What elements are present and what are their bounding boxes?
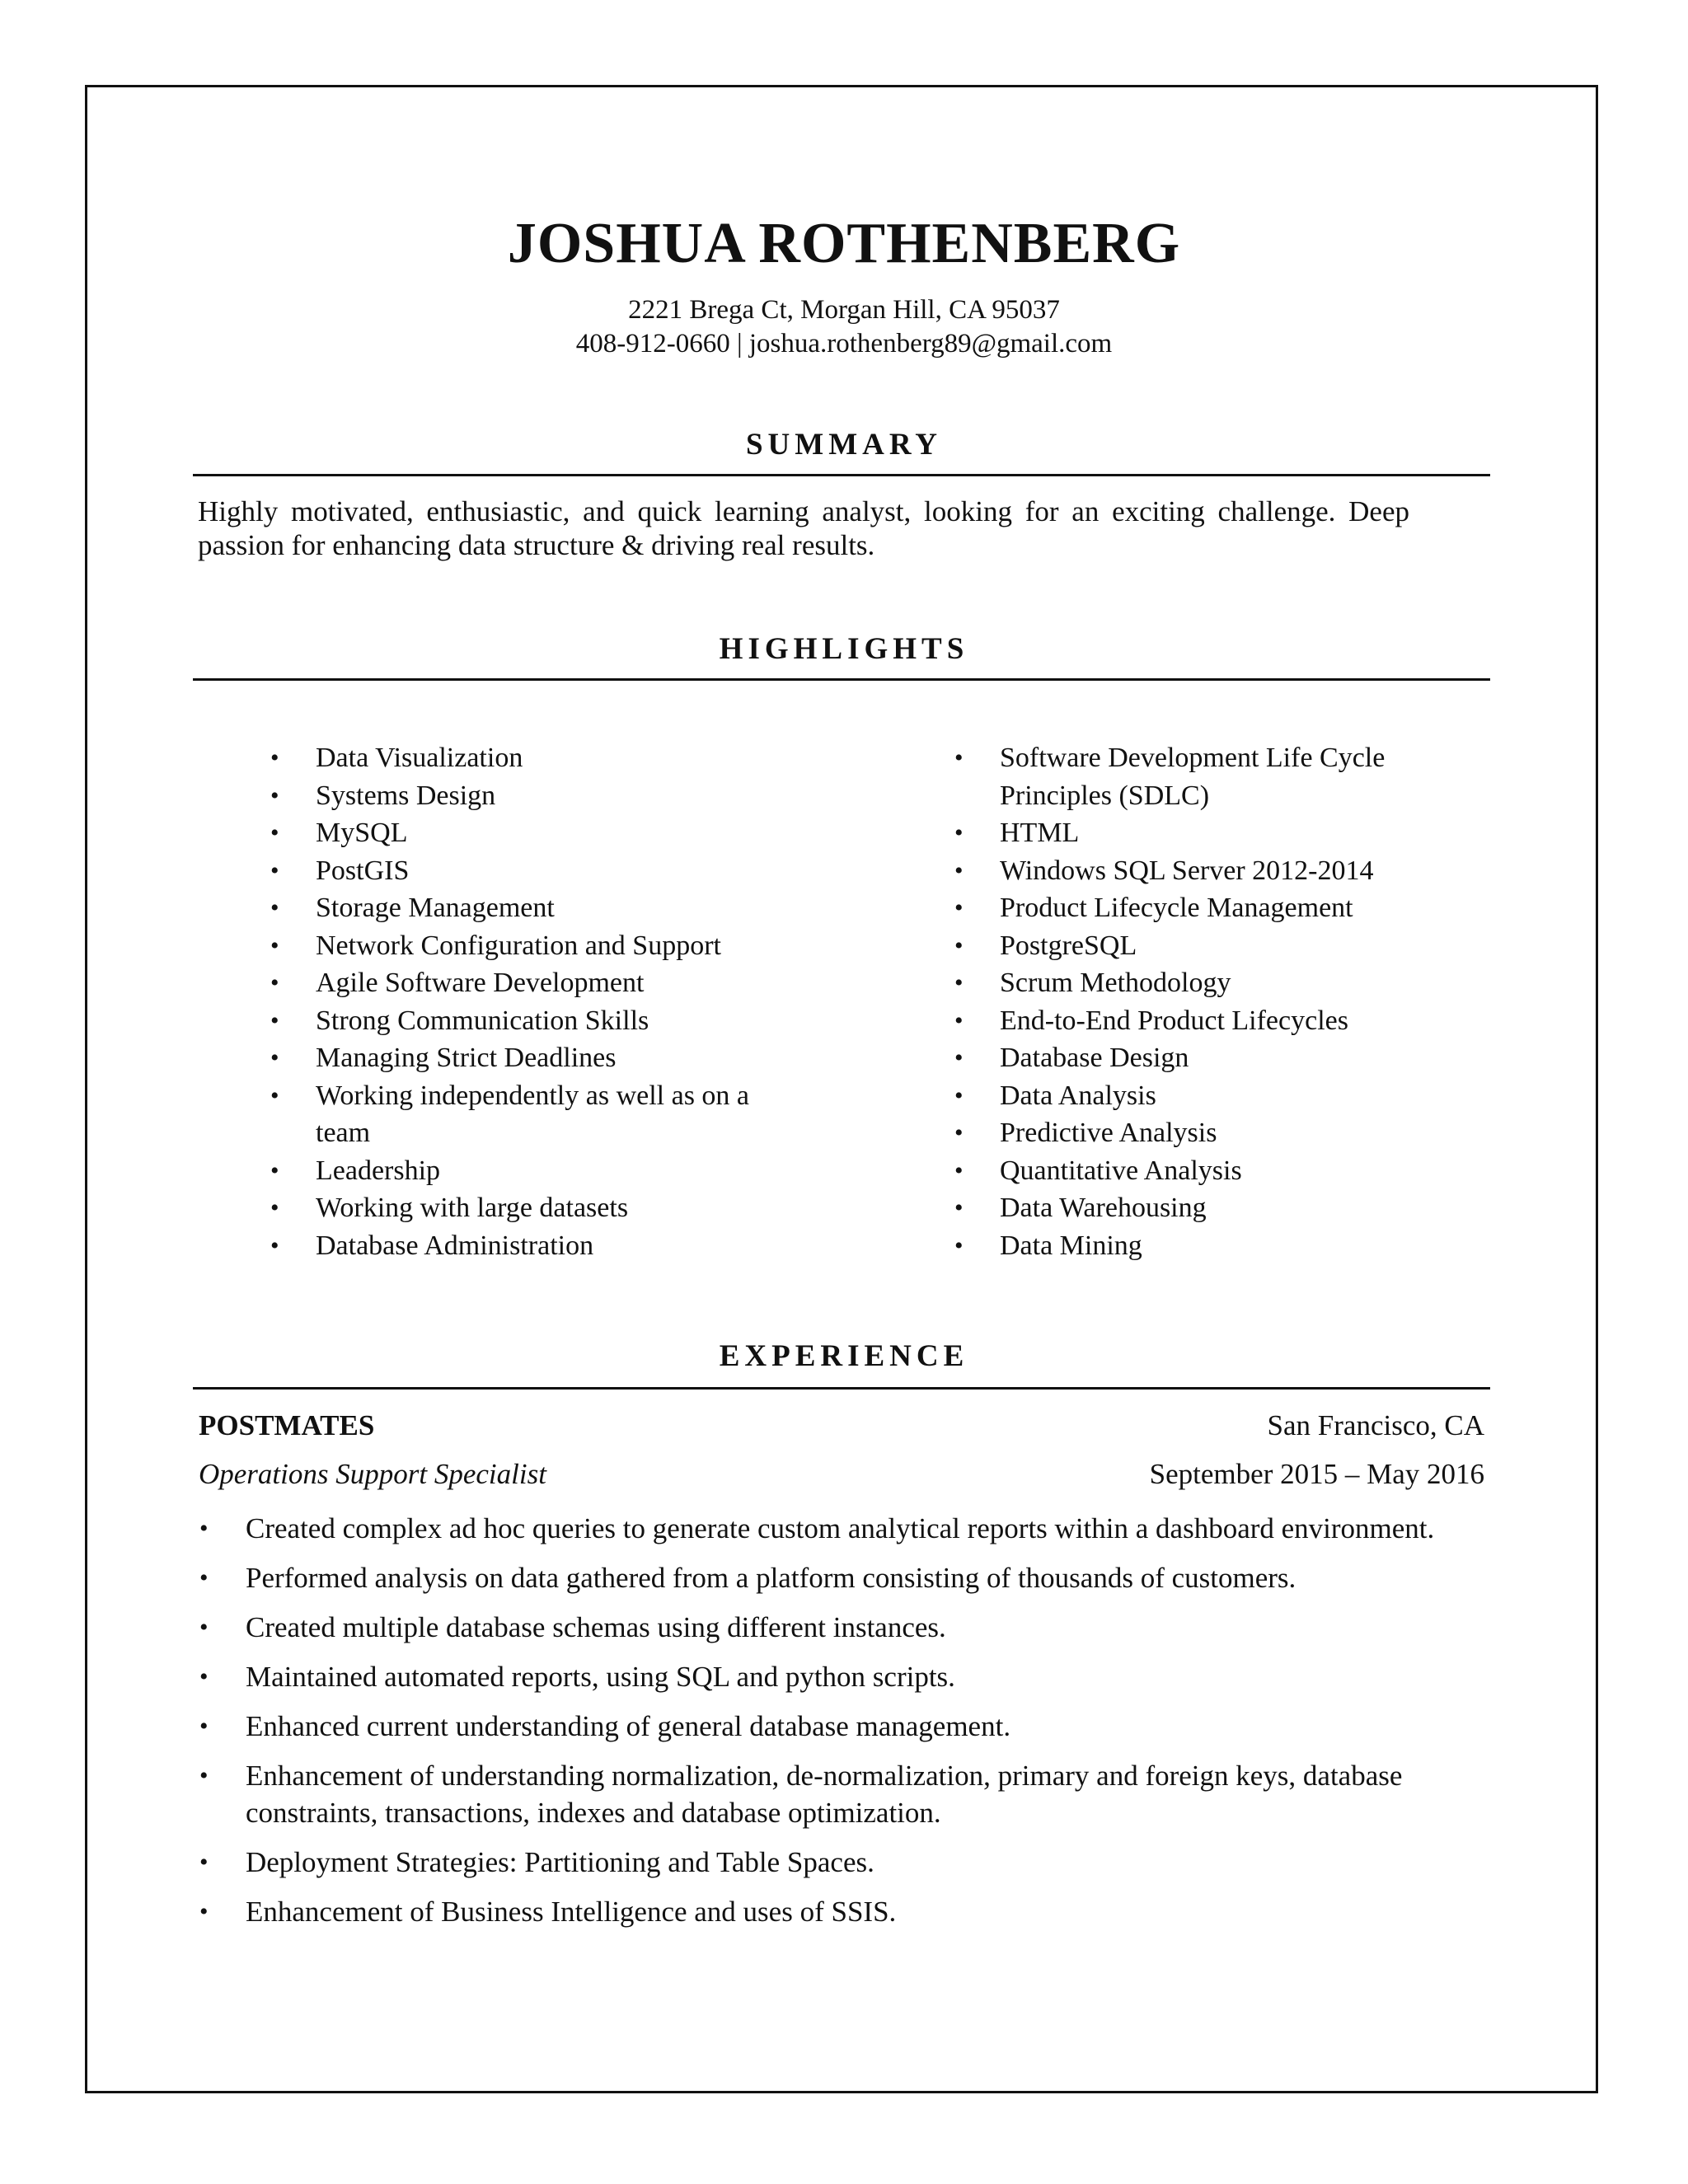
contact-phone-email: 408-912-0660 | joshua.rothenberg89@gmail.com bbox=[575, 329, 1113, 359]
list-item: • Product Lifecycle Management bbox=[1000, 889, 1437, 927]
experience-rule bbox=[193, 1387, 1490, 1390]
bullet-icon: • bbox=[954, 819, 964, 846]
bullet-icon: • bbox=[270, 1156, 279, 1184]
list-item: • Quantitative Analysis bbox=[1000, 1152, 1437, 1190]
list-item: • HTML bbox=[1000, 814, 1437, 852]
list-item: • Enhancement of Business Intelligence and uses of SSIS. bbox=[246, 1893, 1482, 1930]
bullet-icon: • bbox=[270, 1231, 279, 1259]
company-name: POSTMATES bbox=[199, 1409, 375, 1441]
bullet-icon: • bbox=[954, 744, 964, 771]
bullet-icon: • bbox=[954, 1006, 964, 1034]
bullet-icon: • bbox=[954, 1119, 964, 1146]
bullet-icon: • bbox=[270, 856, 279, 884]
bullet-icon: • bbox=[954, 856, 964, 884]
list-item: • Created multiple database schemas using different instances. bbox=[246, 1609, 1482, 1646]
bullet-icon: • bbox=[199, 1713, 209, 1740]
candidate-name: JOSHUA ROTHENBERG bbox=[507, 212, 1181, 275]
bullet-icon: • bbox=[199, 1663, 209, 1690]
list-item: • Managing Strict Deadlines bbox=[316, 1039, 777, 1077]
list-item: • End-to-End Product Lifecycles bbox=[1000, 1002, 1437, 1040]
list-item: • Systems Design bbox=[316, 777, 777, 815]
contact-address: 2221 Brega Ct, Morgan Hill, CA 95037 bbox=[628, 295, 1060, 325]
bullet-icon: • bbox=[270, 781, 279, 809]
bullet-icon: • bbox=[199, 1614, 209, 1641]
list-item: • Created complex ad hoc queries to generate custom analytical reports within a dashboard environment. bbox=[246, 1510, 1482, 1547]
bullet-icon: • bbox=[270, 1081, 279, 1109]
bullet-icon: • bbox=[270, 931, 279, 959]
summary-rule bbox=[193, 474, 1490, 476]
list-item: • Working independently as well as on a team bbox=[316, 1077, 777, 1152]
bullet-icon: • bbox=[270, 744, 279, 771]
list-item: • Enhancement of understanding normalization, de-normalization, primary and foreign keys, database constraints, transactions, indexes and database optimization. bbox=[246, 1757, 1482, 1831]
list-item: • Database Administration bbox=[316, 1227, 777, 1265]
bullet-icon: • bbox=[270, 969, 279, 996]
bullet-icon: • bbox=[954, 894, 964, 921]
list-item: • Database Design bbox=[1000, 1039, 1437, 1077]
list-item: • Working with large datasets bbox=[316, 1189, 777, 1227]
job-dates: September 2015 – May 2016 bbox=[1149, 1458, 1484, 1490]
job-location: San Francisco, CA bbox=[1267, 1409, 1484, 1441]
bullet-icon: • bbox=[270, 1006, 279, 1034]
highlights-heading: HIGHLIGHTS bbox=[719, 632, 969, 666]
highlights-rule bbox=[193, 678, 1490, 681]
list-item: • Network Configuration and Support bbox=[316, 927, 777, 965]
list-item: • Windows SQL Server 2012-2014 bbox=[1000, 852, 1437, 890]
bullet-icon: • bbox=[270, 1194, 279, 1221]
bullet-icon: • bbox=[954, 1194, 964, 1221]
bullet-icon: • bbox=[199, 1849, 209, 1876]
list-item: • Strong Communication Skills bbox=[316, 1002, 777, 1040]
bullet-icon: • bbox=[954, 1081, 964, 1109]
list-item: • Maintained automated reports, using SQL and python scripts. bbox=[246, 1658, 1482, 1695]
bullet-icon: • bbox=[954, 931, 964, 959]
bullet-icon: • bbox=[954, 1156, 964, 1184]
list-item: • Scrum Methodology bbox=[1000, 964, 1437, 1002]
highlights-right-list bbox=[954, 739, 1437, 1264]
summary-text: Highly motivated, enthusiastic, and quick learning analyst, looking for an exciting challenge. Deep passion for enhancing data structure & driving real results. bbox=[198, 495, 1409, 561]
list-item: • Data Mining bbox=[1000, 1227, 1437, 1265]
list-item: • MySQL bbox=[316, 814, 777, 852]
bullet-icon: • bbox=[270, 1044, 279, 1071]
bullet-icon: • bbox=[199, 1898, 209, 1925]
list-item: • Storage Management bbox=[316, 889, 777, 927]
list-item: • Data Warehousing bbox=[1000, 1189, 1437, 1227]
bullet-icon: • bbox=[954, 969, 964, 996]
summary-heading: SUMMARY bbox=[745, 428, 942, 462]
bullet-icon: • bbox=[954, 1231, 964, 1259]
bullet-icon: • bbox=[199, 1515, 209, 1542]
list-item: • Performed analysis on data gathered from a platform consisting of thousands of customers. bbox=[246, 1559, 1482, 1596]
list-item: • Agile Software Development bbox=[316, 964, 777, 1002]
list-item: • Data Analysis bbox=[1000, 1077, 1437, 1115]
bullet-icon: • bbox=[199, 1564, 209, 1591]
list-item: • Predictive Analysis bbox=[1000, 1114, 1437, 1152]
highlights-left-list bbox=[270, 739, 777, 1264]
bullet-icon: • bbox=[199, 1762, 209, 1789]
job-title: Operations Support Specialist bbox=[199, 1458, 546, 1490]
experience-heading: EXPERIENCE bbox=[719, 1339, 969, 1373]
list-item: • PostgreSQL bbox=[1000, 927, 1437, 965]
list-item: • Enhanced current understanding of general database management. bbox=[246, 1708, 1482, 1745]
list-item: • Data Visualization bbox=[316, 739, 777, 777]
list-item: • Software Development Life Cycle Principles (SDLC) bbox=[1000, 739, 1437, 814]
bullet-icon: • bbox=[954, 1044, 964, 1071]
bullet-icon: • bbox=[270, 894, 279, 921]
bullet-icon: • bbox=[270, 819, 279, 846]
list-item: • PostGIS bbox=[316, 852, 777, 890]
experience-bullets bbox=[199, 1510, 1482, 1943]
list-item: • Deployment Strategies: Partitioning and Table Spaces. bbox=[246, 1844, 1482, 1881]
list-item: • Leadership bbox=[316, 1152, 777, 1190]
